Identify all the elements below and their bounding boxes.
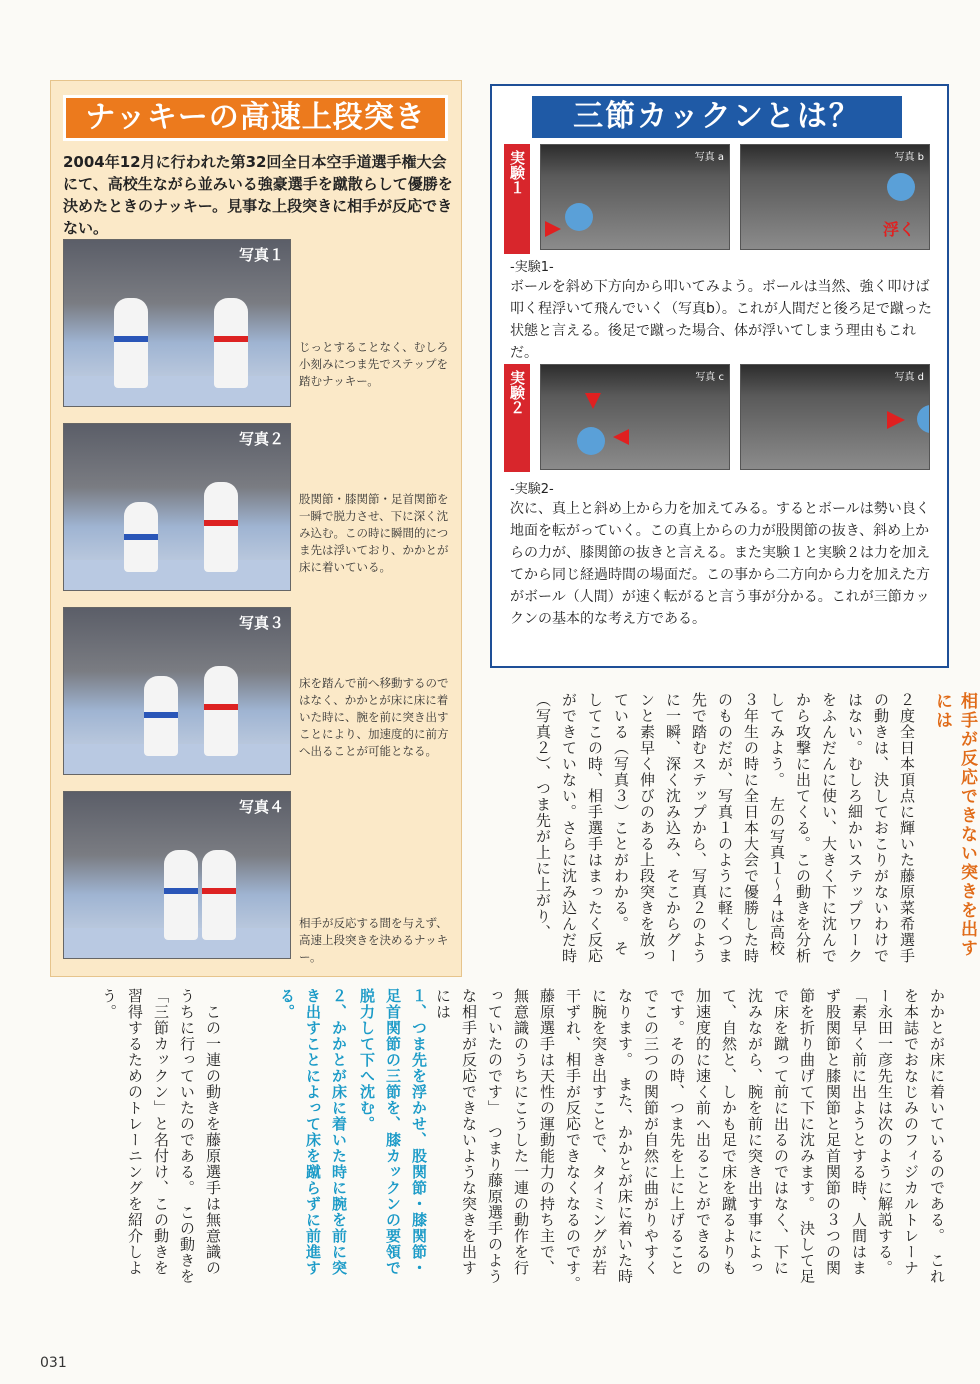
article-upper-body: ２度全日本頂点に輝いた藤原菜希選手の動きは、決しておこりがないわけではない。むしろ細かいステップワークをふんだんに使い、大きく下に沈んでから攻撃に出てくる。この動きを分析してみよう。 左の写真１〜４は高校３年生の時に全日本大会で優勝した時のものだが、写真１のように軽くつま先で踏むステップから、写真２のように一瞬、深く沈み込み、そこからグーンと素早く伸びのある上段突きを放っている（写真３）ことがわかる。 そしてこの時、相手選手はまったく反応ができていない。さらに沈み込んだ時（写真２）、つま先が上に上がり、 [534,692,916,964]
left-feature-panel [50,80,462,977]
blue-belt [114,336,148,342]
arrow-right-icon [887,411,905,429]
ball-icon [887,173,915,201]
red-belt [214,336,248,342]
experiment-1-label: -実験1- [510,260,554,275]
photo-label: 写真２ [238,430,284,448]
ball-icon [565,203,593,231]
photo-c-label: 写真 c [695,372,724,383]
fighter-figure [204,666,238,756]
karate-photo-1 [63,239,291,407]
fighter-figure [202,850,236,940]
article-point-1: １、つま先を浮かせ、股関節・膝関節・足首関節の三節を、膝カックンの要領で脱力して下へ沈む。 [358,988,428,1276]
experiment-1-tag [504,144,530,254]
blue-belt [124,534,158,540]
experiment-2-label: -実験2- [510,482,554,497]
red-belt [204,520,238,526]
experiment-photo-c [540,364,730,470]
experiment-2-text: 次に、真上と斜め上から力を加えてみる。するとボールは勢い良く地面を転がっていく。この真上からの力が股関節の抜き、斜め上からの力が、膝関節の抜きと言える。また実験１と実験２は力を加えてから同じ経過時間の場面だ。この事から二方向から力を加えた方がボール（人間）が速く転がると言う事が分かる。これが三節カックンの基本的な考え方である。 [510,501,930,627]
blue-belt [144,712,178,718]
article-heading: 相手が反応できない突きを出すには [932,692,977,958]
fighter-figure [204,482,238,572]
ball-icon [917,405,930,433]
fighter-figure [114,298,148,388]
experiment-photo-b [740,144,930,250]
sansetsu-kakkun-panel [490,84,949,668]
karate-photo-3 [63,607,291,775]
mat-floor [64,376,290,406]
photo-caption: 股関節・膝関節・足首関節を一瞬で脱力させ、下に深く沈み込む。この時に瞬間的につま先は浮いており、かかとが床に着いている。 [299,492,449,574]
arrow-left-icon [613,429,629,445]
fighter-figure [164,850,198,940]
photo-a-label: 写真 a [694,152,724,163]
photo-d-label: 写真 d [894,372,924,383]
experiment-2-tag-text: 実験２ [508,370,526,415]
photo-b-label: 写真 b [894,152,924,163]
experiment-1-text: ボールを斜め下方向から叩いてみよう。ボールは当然、強く叩けば叩く程浮いて飛んでいく（写真b）。これが人間だと後ろ足で蹴った状態と言える。後足で蹴った場合、体が浮いてしまう理由もこれだ。 [510,279,932,361]
blue-belt [164,888,198,894]
photo-label: 写真３ [238,614,284,632]
article-lower-body: かかとが床に着いているのである。 これを本誌でおなじみのフィジカルトレーナー永田一彦先生は次のように解説する。「素早く前に出ようとする時、人間はまず股関節と膝関節と足首関節の３つの関節を折り曲げて下に沈みます。 決して足で床を蹴って前に出るのではなく、下に沈みながら、腕を前に突き出す事によって、自然と、しかも足で床を蹴るよりも加速度的に速く前へ出ることができるのです。その時、つま先を上に上げることでこの三つの関節が自然に曲がりやすくなります。 また、かかとが床に着いた時に腕を突き出すことで、タイミングが若干ずれ、相手が反応できなくなるのです。 藤原選手は天性の運動能力の持ち主で、無意識のうちにこうした一連の動作を行っていたのです」 つまり藤原選手のような相手が反応できないような突きを出すには [434,988,946,1301]
float-label: 浮く [883,220,916,239]
ball-icon [577,427,605,455]
photo-caption: 床を踏んで前へ移動するのではなく、かかとが床に床に着いた時に、腕を前に突き出すことにより、加速度的に前方へ出ることが可能となる。 [299,676,449,758]
photo-caption: じっとすることなく、むしろ小刻みにつま先でステップを踏むナッキー。 [299,340,449,388]
red-belt [202,888,236,894]
experiment-photo-d [740,364,930,470]
arrow-right-icon [545,221,561,237]
red-belt [204,704,238,710]
karate-photo-4 [63,791,291,959]
photo-caption: 相手が反応する間を与えず、高速上段突きを決めるナッキー。 [299,916,449,964]
article-closing: この一連の動きを藤原選手は無意識のうちに行っていたのである。 この動きを「三節カックン」と名付け、この動きを習得するためのトレーニングを紹介しよう。 [100,988,222,1285]
photo-label: 写真１ [238,246,284,264]
experiment-photo-a [540,144,730,250]
right-panel-title: 三節カックンとは？ [532,96,902,138]
mat-floor [64,560,290,590]
article-point-2: ２、かかとが床に着いた時に腕を前に突き出すことによって床を蹴らずに前進する。 [278,988,348,1276]
photo-label: 写真４ [238,798,284,816]
karate-photo-2 [63,423,291,591]
experiment-2-tag [504,364,530,472]
fighter-figure [214,298,248,388]
left-panel-intro: 2004年12月に行われた第32回全日本空手道選手権大会にて、高校生ながら並みいる強豪選手を蹴散らして優勝を決めたときのナッキー。見事な上段突きに相手が反応できない。 [63,153,453,237]
page-number: 031 [40,1355,67,1371]
experiment-1-tag-text: 実験１ [508,150,526,195]
arrow-down-icon [585,393,601,409]
left-panel-title: ナッキーの高速上段突き [63,95,448,141]
